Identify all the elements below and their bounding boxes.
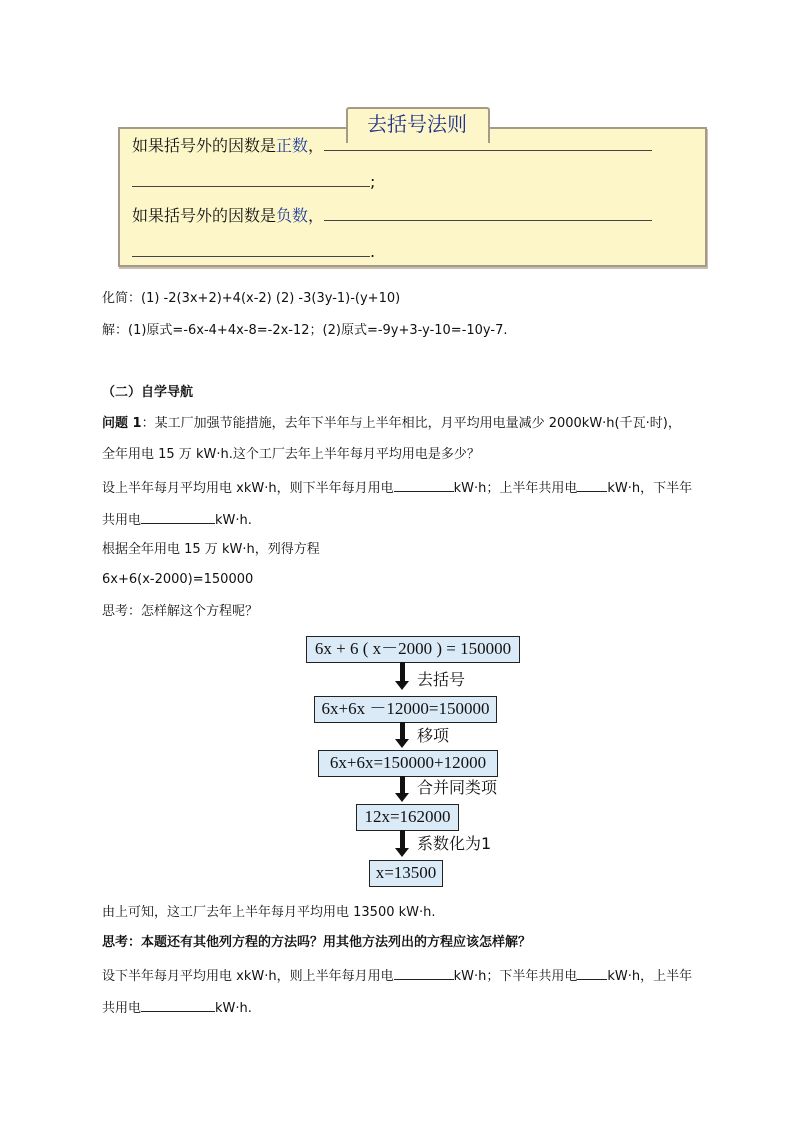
problem1-line1: 问题 1：某工厂加强节能措施，去年下半年与上半年相比，月平均用电量减少 2000kW·h(千瓦·时)，	[102, 416, 681, 431]
flow-box-equation: 6x + 6 ( x－2000 ) = 150000	[306, 636, 520, 663]
rule-line-positive: 如果括号外的因数是正数，	[132, 134, 652, 157]
rule-line-positive-cont: ;	[132, 170, 375, 193]
equation-intro: 根据全年用电 15 万 kW·h，列得方程	[102, 542, 320, 557]
flow-arrow	[400, 722, 405, 739]
alt-setup-line1: 设下半年每月平均用电 xkW·h，则上半年每月用电 kW·h；下半年共用电 kW·h，上半年	[102, 966, 692, 986]
answer-blank[interactable]	[324, 204, 652, 221]
rule-line-negative-cont: .	[132, 240, 375, 263]
think-alternative: 思考：本题还有其他列方程的方法吗？用其他方法列出的方程应该怎样解？	[102, 935, 532, 950]
answer-blank[interactable]	[324, 134, 652, 151]
flow-arrow	[400, 830, 405, 848]
flow-box-combined: 12x=162000	[356, 804, 459, 831]
flow-box-expanded: 6x+6x －12000=150000	[314, 696, 497, 723]
problem1-line2: 全年用电 15 万 kW·h.这个工厂去年上半年每月平均用电是多少？	[102, 447, 480, 462]
simplify-exercise: 化简：(1) -2(3x+2)+4(x-2) (2) -3(3y-1)-(y+10)	[102, 291, 401, 306]
flow-box-result: x=13500	[369, 860, 443, 887]
answer-blank[interactable]	[577, 478, 607, 492]
answer-blank[interactable]	[394, 478, 454, 492]
answer-blank[interactable]	[141, 510, 215, 524]
equation: 6x+6(x-2000)=150000	[102, 572, 254, 587]
flow-step-divide-coefficient: 系数化为1	[417, 834, 492, 853]
think-prompt: 思考：怎样解这个方程呢？	[102, 604, 259, 619]
conclusion: 由上可知，这工厂去年上半年每月平均用电 13500 kW·h.	[102, 905, 436, 920]
problem1-setup-line2: 共用电 kW·h.	[102, 510, 252, 530]
flow-arrow	[400, 776, 405, 793]
section-heading: （二）自学导航	[102, 385, 194, 400]
problem1-setup-line1: 设上半年每月平均用电 xkW·h，则下半年每月用电 kW·h；上半年共用电 kW·h，下半年	[102, 478, 692, 498]
flow-arrow-head	[395, 739, 409, 748]
flow-arrow-head	[395, 793, 409, 802]
flow-arrow-head	[395, 681, 409, 690]
answer-blank[interactable]	[394, 966, 454, 980]
rule-line-negative: 如果括号外的因数是负数，	[132, 204, 652, 227]
answer-blank[interactable]	[132, 170, 370, 187]
negative-highlight: 负数	[276, 206, 309, 225]
flow-step-remove-brackets: 去括号	[417, 670, 466, 689]
flow-box-moved: 6x+6x=150000+12000	[318, 750, 498, 777]
problem1-label: 问题 1	[102, 416, 142, 431]
flow-arrow	[400, 662, 405, 681]
flow-arrow-head	[395, 848, 409, 857]
flow-step-move-terms: 移项	[417, 726, 450, 745]
rule-title: 去括号法则	[367, 112, 467, 136]
positive-highlight: 正数	[276, 136, 309, 155]
alt-setup-line2: 共用电 kW·h.	[102, 998, 252, 1018]
flow-step-combine-like-terms: 合并同类项	[417, 778, 498, 797]
answer-blank[interactable]	[132, 240, 370, 257]
simplify-solution: 解：(1)原式=-6x-4+4x-8=-2x-12；(2)原式=-9y+3-y-10=-10y-7.	[102, 323, 508, 338]
answer-blank[interactable]	[577, 966, 607, 980]
answer-blank[interactable]	[141, 998, 215, 1012]
